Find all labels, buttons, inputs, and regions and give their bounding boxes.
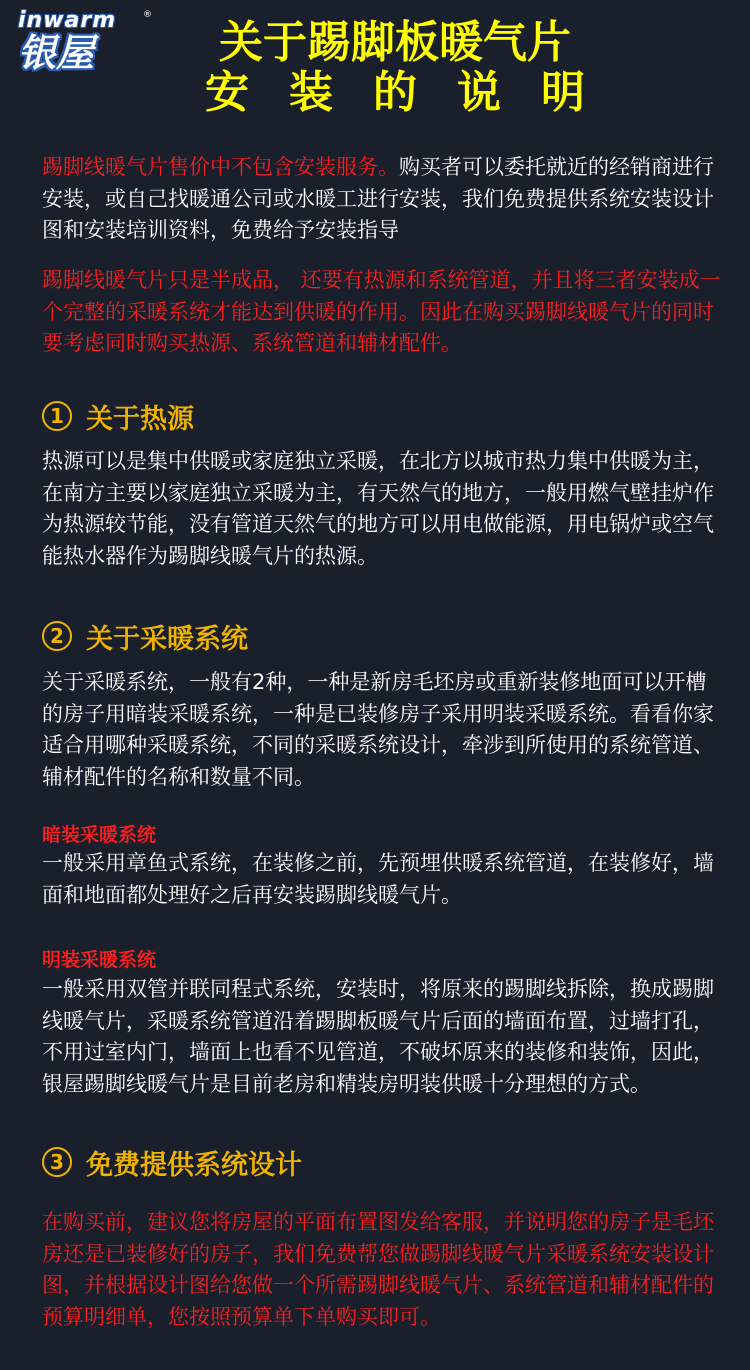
section-title: 关于采暖系统 bbox=[86, 623, 248, 655]
intro-paragraph-1 bbox=[42, 152, 722, 247]
number-circle-icon: 2 bbox=[42, 621, 72, 651]
title-line-1: 关于踢脚板暖气片 bbox=[219, 17, 571, 68]
section-heat-source-body: 热源可以是集中供暖或家庭独立采暖，在北方以城市热力集中供暖为主，在南方主要以家庭独立采暖为主，有天然气的地方，一般用燃气壁挂炉作为热源较节能，没有管道天然气的地方可以用电做能源，用电锅炉或空气能热水器作为踢脚线暖气片的热源。 bbox=[42, 449, 714, 568]
concealed-system-title: 暗装采暖系统 bbox=[42, 824, 157, 846]
logo-english: inwarm bbox=[18, 8, 117, 33]
section-heat-source-heading bbox=[42, 396, 194, 436]
intro-notice: 踢脚线暖气片售价中不包含安装服务。 bbox=[42, 155, 399, 179]
exposed-system-body: 一般采用双管并联同程式系统，安装时，将原来的踢脚线拆除，换成踢脚线暖气片，采暖系统管道沿着踢脚板暖气片后面的墙面布置，过墙打孔，不用过室内门，墙面上也看不见管道，不破坏原来的装修和装饰，因此，银屋踢脚线暖气片是目前老房和精装房明装供暖十分理想的方式。 bbox=[42, 977, 714, 1096]
registered-mark: ® bbox=[143, 10, 152, 20]
section-title: 关于热源 bbox=[86, 403, 194, 435]
section-free-design-body: 在购买前，建议您将房屋的平面布置图发给客服，并说明您的房子是毛坯房还是已装修好的房子，我们免费帮您做踢脚线暖气片采暖系统安装设计图，并根据设计图给您做一个所需踢脚线暖气片、系统管道和辅材配件的预算明细单，您按照预算单下单购买即可。 bbox=[42, 1210, 714, 1329]
logo-chinese: 银屋 bbox=[18, 30, 95, 75]
section-free-design-heading bbox=[42, 1142, 302, 1182]
title-line-2: 安装的说明 bbox=[205, 67, 625, 118]
section-heating-system-body: 关于采暖系统，一般有2种，一种是新房毛坯房或重新装修地面可以开槽的房子用暗装采暖系统，一种是已装修房子采用明装采暖系统。看看你家适合用哪种采暖系统，不同的采暖系统设计，牵涉到所使用的系统管道、辅材配件的名称和数量不同。 bbox=[42, 670, 714, 789]
intro-paragraph-2: 踢脚线暖气片只是半成品， 还要有热源和系统管道，并且将三者安装成一个完整的采暖系统才能达到供暖的作用。因此在购买踢脚线暖气片的同时要考虑同时购买热源、系统管道和辅材配件。 bbox=[42, 268, 721, 355]
number-circle-icon: 1 bbox=[42, 401, 72, 431]
brand-logo bbox=[18, 8, 158, 88]
section-heating-system-heading bbox=[42, 616, 248, 656]
page-title bbox=[160, 18, 630, 118]
intro-text: 购买者可以委托就近的经销商进行安装，或自己找暖通公司或水暖工进行安装，我们免费提供系统安装设计图和安装培训资料，免费给予安装指导 bbox=[42, 155, 714, 242]
exposed-system-title: 明装采暖系统 bbox=[42, 949, 157, 971]
number-circle-icon: 3 bbox=[42, 1147, 72, 1177]
concealed-system-body: 一般采用章鱼式系统，在装修之前，先预埋供暖系统管道，在装修好，墙面和地面都处理好之后再安装踢脚线暖气片。 bbox=[42, 851, 714, 907]
section-title: 免费提供系统设计 bbox=[86, 1149, 302, 1181]
